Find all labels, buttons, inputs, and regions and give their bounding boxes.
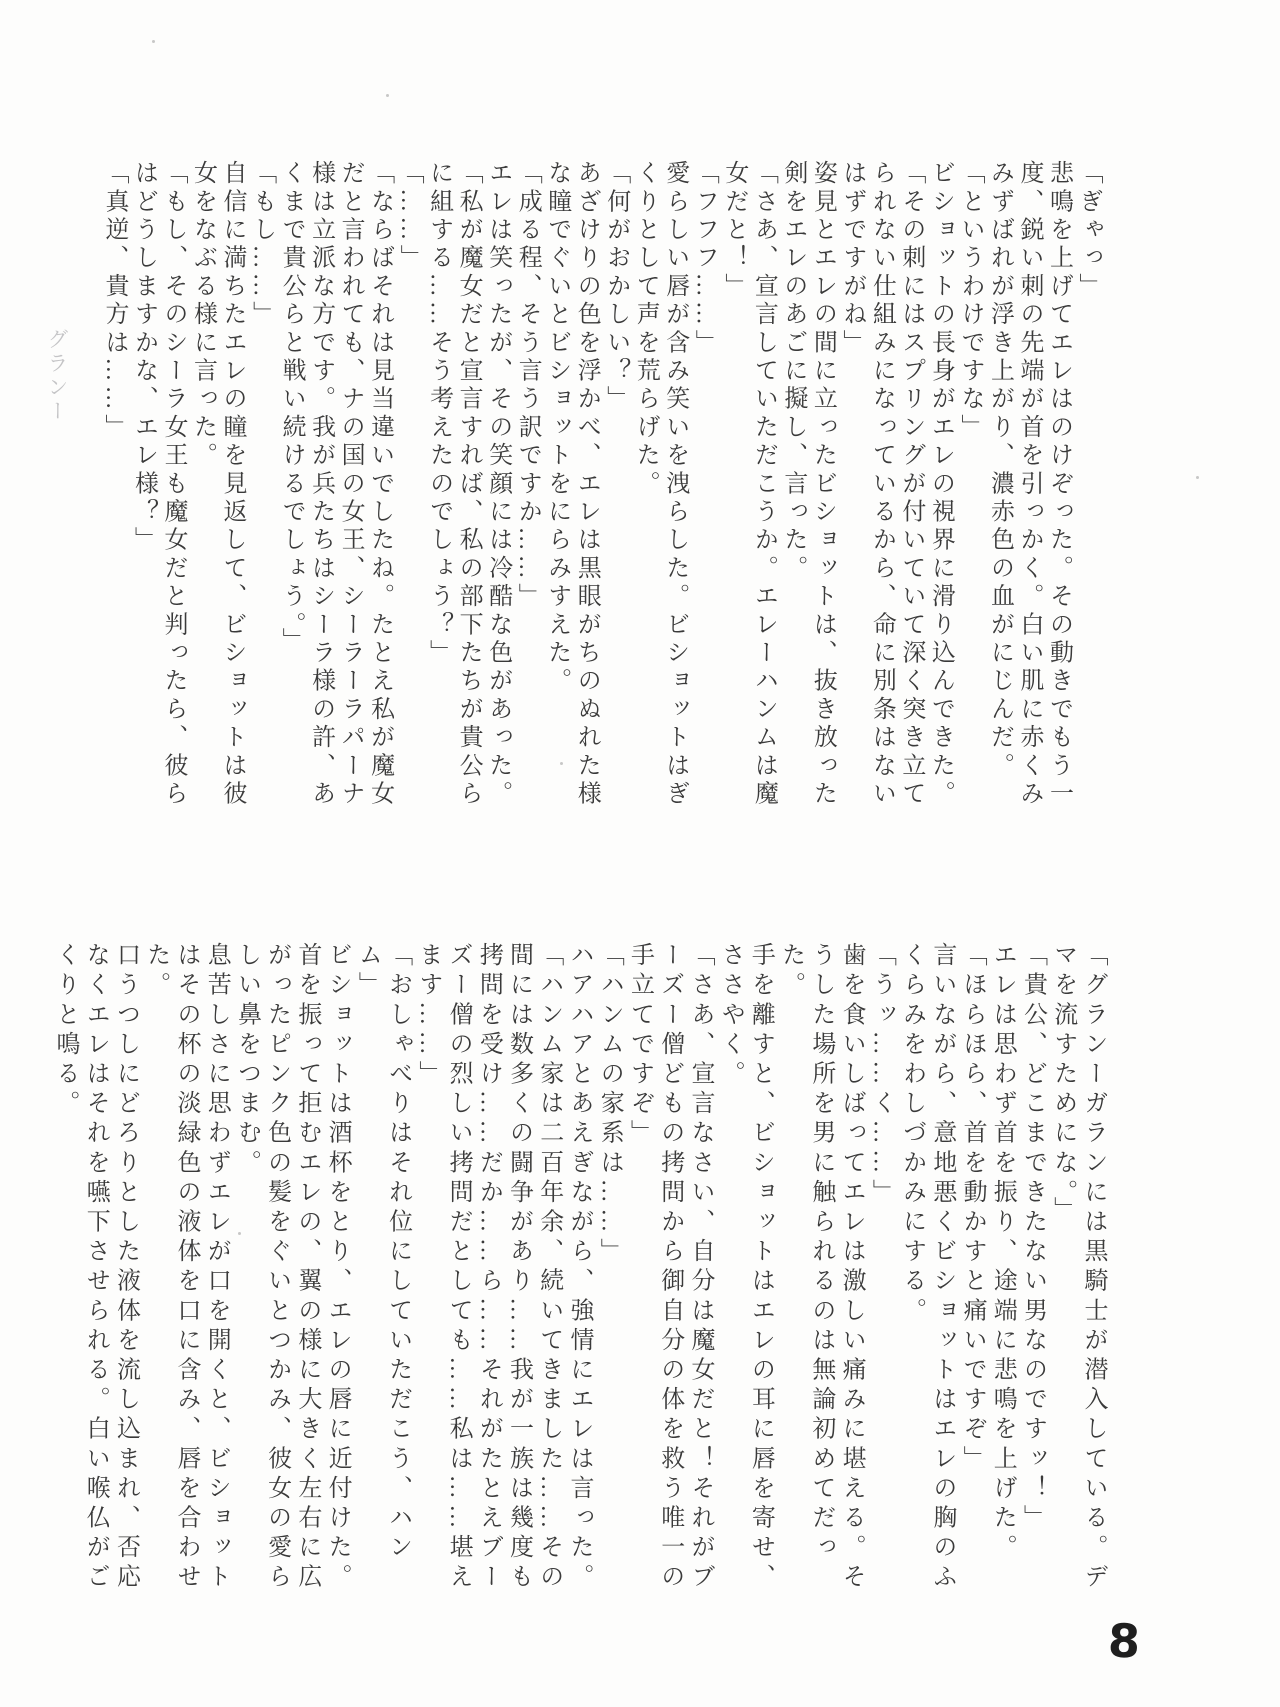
text-column-paragraph: 「何がおかしい？」 — [602, 160, 629, 414]
text-column-paragraph: エレは思わず首を振り、途端に悲鳴を上げた。 — [989, 942, 1016, 1564]
text-column-paragraph: 「その刺にはスプリングが付いていて深く突き立てられない仕組みになっているから、命に別条はないはずですがね」 — [838, 160, 924, 809]
text-column-paragraph: あざけりの色を浮かべ、エレは黒眼がちのぬれた様な瞳でぐいとビショットをにらみすえた。 — [543, 160, 600, 809]
text-column-paragraph: 「さあ、宣言なさい、自分は魔女だと！それがブーズー僧どもの拷問から御自分の体を救う唯一の手立てですぞ」 — [626, 942, 713, 1594]
text-column-paragraph: 言いながら、意地悪くビショットはエレの胸のふくらみをわしづかみにする。 — [898, 942, 955, 1594]
scan-speck — [560, 762, 563, 765]
text-column-paragraph: 「成る程、そう言う訳ですか……」 — [514, 160, 541, 612]
text-column-paragraph: 手を離すと、ビショットはエレの耳に唇を寄せ、ささやく。 — [717, 942, 774, 1594]
text-column-paragraph: 「ハンムの家系は……」 — [596, 942, 623, 1268]
scan-speck — [152, 40, 155, 43]
text-column-paragraph: ビショットの長身がエレの視界に滑り込んできた。 — [927, 160, 954, 809]
text-column-paragraph: 姿見とエレの間に立ったビショットは、抜き放った剣をエレのあごに擬し、言った。 — [779, 160, 836, 809]
text-column-paragraph: 「ぎゃっ」 — [1075, 160, 1101, 301]
bottom-text-block — [50, 942, 1108, 1602]
top-text-block — [98, 160, 1102, 814]
text-column-paragraph: 「うッ……く……」 — [868, 942, 895, 1209]
text-column-paragraph: 「というわけですな」 — [956, 160, 983, 442]
text-column-paragraph: 「もし、そのシーラ女王も魔女だと判ったら、彼らはどうしますかな、エレ様？」 — [130, 160, 187, 809]
text-column-paragraph: 「もし……」 — [248, 160, 275, 330]
margin-ghost-text: グランー — [45, 328, 69, 424]
text-column-paragraph: 「……」 — [396, 160, 423, 273]
text-column-paragraph: ビショットは酒杯をとり、エレの唇に近付けた。 — [324, 942, 351, 1594]
text-column-paragraph: 「グランーガランには黒騎士が潜入している。デマを流すためにな。」 — [1049, 942, 1106, 1594]
scan-speck — [386, 94, 389, 97]
text-column-paragraph: 「フフフ……」 — [691, 160, 718, 358]
text-column-paragraph: 愛らしい唇が含み笑いを洩らした。ビショットはぎくりとして声を荒らげた。 — [632, 160, 688, 809]
text-column-paragraph: ハアハアとあえぎながら、強情にエレは言った。 — [566, 942, 593, 1594]
text-column-paragraph: 自信に満ちたエレの瞳を見返して、ビショットは彼女をなぶる様に言った。 — [189, 160, 246, 809]
text-column-paragraph: 口うつしにどろりとした液体を流し込まれ、否応なくエレはそれを嚥下させられる。白い喉仏がごくりと鳴る。 — [52, 942, 139, 1594]
text-column-paragraph: 息苦しさに思わずエレが口を開くと、ビショットはその杯の淡緑色の液体を口に含み、唇を合わせた。 — [142, 942, 230, 1594]
text-column-paragraph: 「私が魔女だと宣言すれば、私の部下たちが貴公らに組する……そう考えたのでしょう？」 — [425, 160, 482, 809]
page-number: 8 — [1107, 1613, 1141, 1669]
text-column-paragraph: 「さあ、宣言していただこうか。エレーハンムは魔女だと！」 — [720, 160, 777, 809]
text-column-paragraph: 悲鳴を上げてエレはのけぞった。その動きでもう一度、鋭い刺の先端が首を引っかく。白い肌に赤くみみずばれが浮き上がり、濃赤色の血がにじんだ。 — [986, 160, 1072, 809]
text-column-paragraph: 「真逆、貴方は……」 — [100, 160, 127, 442]
text-column-paragraph: 「貴公、どこまできたない男なのですッ！」 — [1019, 942, 1046, 1534]
text-column-paragraph: エレは笑ったが、その笑顔には冷酷な色があった。 — [484, 160, 511, 809]
text-column-paragraph: 「ほらほら、首を動かすと痛いですぞ」 — [959, 942, 986, 1475]
text-column-paragraph: 「ならばそれは見当違いでしたね。たとえ私が魔女だと言われても、ナの国の女王、シーラーラパーナ様は立派な方です。我が兵たちはシーラ様の許、あくまで貴公らと戦い続けるでしょう。」 — [278, 160, 393, 809]
text-column-paragraph: 「ハンム家は二百年余、続いてきました……その間には数多くの闘争があり……我が一族は幾度も拷問を受け……だか……ら……それがたとえブーズー僧の烈しい拷問だとしても……私は……堪えます……」 — [414, 942, 562, 1594]
scan-speck — [238, 1232, 241, 1235]
text-column-paragraph: 「おしゃべりはそれ位にしていただこう、ハンム」 — [354, 942, 411, 1564]
scan-speck — [1196, 476, 1199, 479]
text-column-paragraph: 首を振って拒むエレの、翼の様に大きく左右に広がったピンク色の髪をぐいとつかみ、彼女の愛らしい鼻をつまむ。 — [233, 942, 320, 1594]
text-column-paragraph: 歯を食いしばってエレは激しい痛みに堪える。そうした場所を男に触られるのは無論初めてだった。 — [777, 942, 865, 1594]
